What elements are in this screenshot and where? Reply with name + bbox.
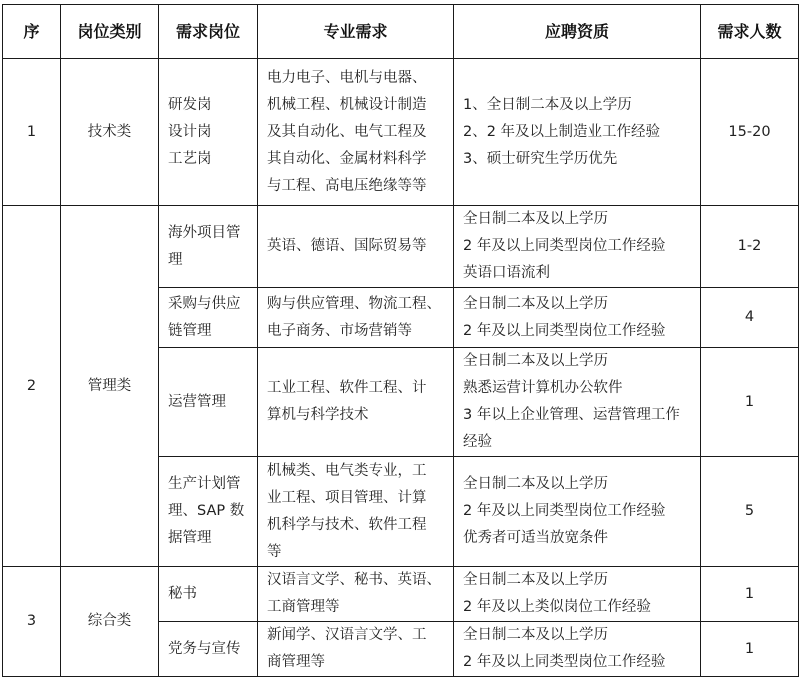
- major-cell: 机械类、电气类专业，工 业工程、项目管理、计算 机科学与技术、软件工程 等: [258, 457, 454, 567]
- qualification-cell: 全日制二本及以上学历 2 年及以上同类型岗位工作经验: [454, 288, 701, 348]
- major-cell: 新闻学、汉语言文学、工 商管理等: [258, 622, 454, 677]
- seq-cell: 2: [3, 206, 61, 567]
- qualification-cell: 全日制二本及以上学历 2 年及以上类似岗位工作经验: [454, 567, 701, 622]
- position-cell: 秘书: [159, 567, 258, 622]
- table-row: [3, 206, 799, 288]
- seq-cell: 1: [3, 59, 61, 206]
- header-seq: 序: [3, 5, 61, 59]
- headcount-cell: 1: [701, 622, 799, 677]
- major-cell: 英语、德语、国际贸易等: [258, 206, 454, 288]
- major-cell: 购与供应管理、物流工程、 电子商务、市场营销等: [258, 288, 454, 348]
- headcount-cell: 5: [701, 457, 799, 567]
- position-cell: 生产计划管 理、SAP 数 据管理: [159, 457, 258, 567]
- position-cell: 运营管理: [159, 348, 258, 457]
- headcount-cell: 1: [701, 348, 799, 457]
- position-cell: 研发岗 设计岗 工艺岗: [159, 59, 258, 206]
- major-cell: 汉语言文学、秘书、英语、 工商管理等: [258, 567, 454, 622]
- major-cell: 工业工程、软件工程、计 算机与科学技术: [258, 348, 454, 457]
- header-row: [3, 5, 799, 59]
- position-cell: 党务与宣传: [159, 622, 258, 677]
- qualification-cell: 全日制二本及以上学历 2 年及以上同类型岗位工作经验 优秀者可适当放宽条件: [454, 457, 701, 567]
- table-row: [3, 567, 799, 622]
- qualification-cell: 全日制二本及以上学历 2 年及以上同类型岗位工作经验: [454, 622, 701, 677]
- headcount-cell: 15-20: [701, 59, 799, 206]
- table-row: [3, 59, 799, 206]
- major-cell: 电力电子、电机与电器、 机械工程、机械设计制造 及其自动化、电气工程及 其自动化、金属材料科学 与工程、高电压绝缘等等: [258, 59, 454, 206]
- header-headcount: 需求人数: [701, 5, 799, 59]
- qualification-cell: 全日制二本及以上学历 熟悉运营计算机办公软件 3 年以上企业管理、运营管理工作 经验: [454, 348, 701, 457]
- header-qualification: 应聘资质: [454, 5, 701, 59]
- category-cell: 综合类: [61, 567, 159, 677]
- category-cell: 技术类: [61, 59, 159, 206]
- headcount-cell: 4: [701, 288, 799, 348]
- position-cell: 海外项目管 理: [159, 206, 258, 288]
- header-major: 专业需求: [258, 5, 454, 59]
- headcount-cell: 1: [701, 567, 799, 622]
- position-cell: 采购与供应 链管理: [159, 288, 258, 348]
- qualification-cell: 全日制二本及以上学历 2 年及以上同类型岗位工作经验 英语口语流利: [454, 206, 701, 288]
- header-category: 岗位类别: [61, 5, 159, 59]
- headcount-cell: 1-2: [701, 206, 799, 288]
- qualification-cell: 1、全日制二本及以上学历 2、2 年及以上制造业工作经验 3、硕士研究生学历优先: [454, 59, 701, 206]
- header-position: 需求岗位: [159, 5, 258, 59]
- seq-cell: 3: [3, 567, 61, 677]
- category-cell: 管理类: [61, 206, 159, 567]
- recruitment-table: [2, 4, 799, 677]
